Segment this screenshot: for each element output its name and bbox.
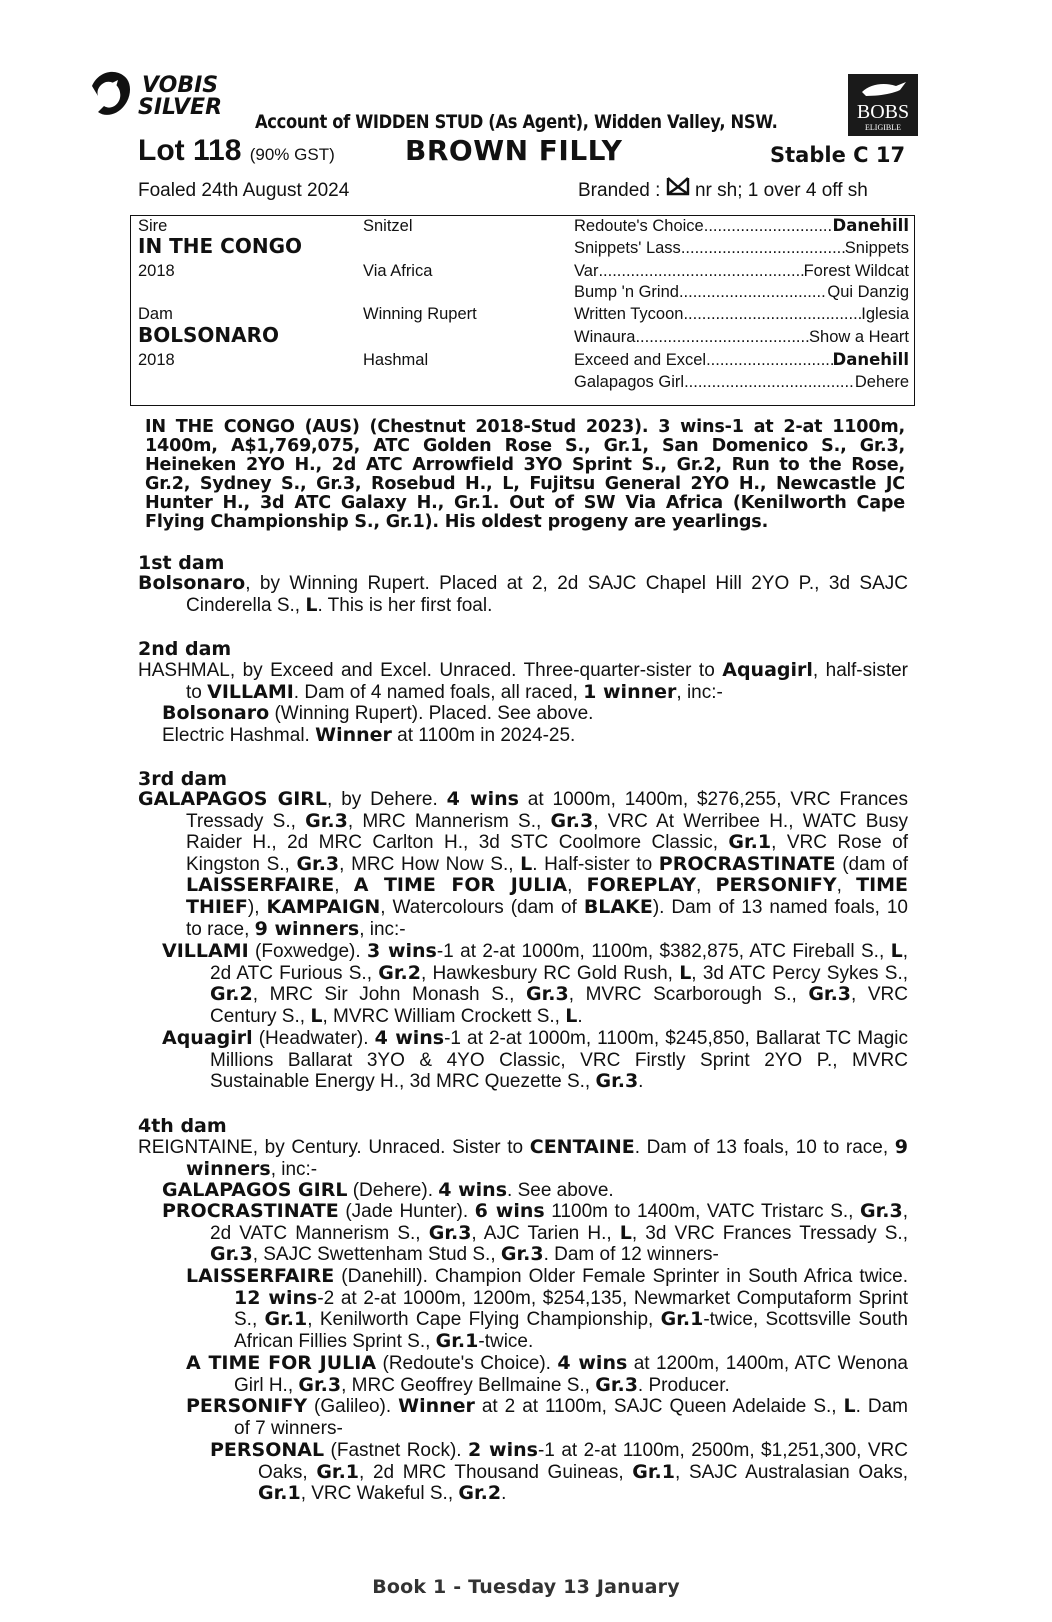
dam-year: 2018 — [138, 351, 175, 369]
procrastinate-record: PROCRASTINATE (Jade Hunter). 6 wins 1100m to 1400m, VATC Tristarc S., Gr.3, 2d VATC Mannerism S., Gr.3, AJC Tarien H., L, 3d VRC Frances Tressady S., Gr.3, SAJC Swettenham Stud S., Gr.3. Dam of 12 winners- — [162, 1200, 908, 1266]
svg-text:ELIGIBLE: ELIGIBLE — [865, 123, 901, 132]
gen3-row: Redoute's Choice ..... Danehill — [574, 216, 909, 236]
first-dam-heading: 1st dam — [138, 552, 225, 574]
gen3-row: Snippets' Lass ..... Snippets — [574, 238, 909, 258]
fourth-dam-heading: 4th dam — [138, 1115, 227, 1137]
gen3-row: Galapagos Girl ..... Dehere — [574, 372, 909, 392]
third-dam-text: GALAPAGOS GIRL, by Dehere. 4 wins at 1000m, 1400m, $276,255, VRC Frances Tressady S., Gr.3, MRC Mannerism S., Gr.3, VRC At Werribee H., WATC Busy Raider H., 2d MRC Carlton H., 3d STC Coolmore Classic, Gr.1, VRC Rose of Kingston S., Gr.3, MRC How Now S., L. Half-sister to PROCRASTINATE (dam of LAISSERFAIRE, A TIME FOR JULIA, FOREPLAY, PERSONIFY, TIME THIEF), KAMPAIGN, Watercolours (dam of BLAKE). Dam of 13 named foals, 10 to race, 9 winners, inc:- — [138, 788, 909, 940]
fourth-dam-text: REIGNTAINE, by Century. Unraced. Sister to CENTAINE. Dam of 13 foals, 10 to race, 9 winners, inc:- — [138, 1136, 908, 1180]
villami-record: VILLAMI (Foxwedge). 3 wins-1 at 2-at 1000m, 1100m, $382,875, ATC Fireball S., L, 2d ATC Furious S., Gr.2, Hawkesbury RC Gold Rush, L, 3d ATC Percy Sykes S., Gr.2, MRC Sir John Monash S., Gr.3, MVRC Scarborough S., Gr.3, VRC Century S., L, MVRC William Crockett S., L. — [162, 940, 909, 1027]
brand-info — [578, 180, 868, 202]
gen3-row: Exceed and Excel ..... Danehill — [574, 350, 909, 370]
vobis-silver-logo — [88, 66, 238, 122]
sire-year: 2018 — [138, 262, 175, 280]
gen3-row: Var ..... Forest Wildcat — [574, 261, 909, 281]
second-dam-heading: 2nd dam — [138, 638, 232, 660]
granddam: Hashmal — [363, 351, 429, 369]
sire-name: IN THE CONGO — [138, 234, 302, 258]
a-time-for-julia-record: A TIME FOR JULIA (Redoute's Choice). 4 wins at 1200m, 1400m, ATC Wenona Girl H., Gr.3, MRC Geoffrey Bellmaine S., Gr.3. Producer. — [186, 1352, 908, 1396]
stable-number: Stable C 17 — [770, 143, 906, 167]
brand-mark-icon — [666, 176, 690, 196]
gen3-row: Bump 'n Grind ..... Qui Danzig — [574, 282, 909, 302]
gen3-row: Written Tycoon ..... Iglesia — [574, 304, 909, 324]
gen3-row: Winaura ..... Show a Heart — [574, 327, 909, 347]
branded-label: Branded : — [578, 180, 661, 201]
grandsire-dam-side: Winning Rupert — [363, 305, 477, 323]
bobs-eligible-logo — [848, 74, 918, 136]
laisserfaire-record: LAISSERFAIRE (Danehill). Champion Older Female Sprinter in South Africa twice. 12 wins-2 at 2-at 1000m, 1200m, $254,135, Newmarket Computaform Sprint S., Gr.1, Kenilworth Cape Flying Championship, Gr.1-twice, Scottsville South African Fillies Sprint S., Gr.1-twice. — [186, 1265, 908, 1352]
granddam-sire-side: Via Africa — [363, 262, 433, 280]
aquagirl-record: Aquagirl (Headwater). 4 wins-1 at 2-at 1000m, 1100m, $245,850, Ballarat TC Magic Millions Ballarat 3YO & 4YO Classic, VRC Firstly Sprint 2YO P., MVRC Sustainable Energy H., 3d MRC Quezette S., Gr.3. — [162, 1027, 908, 1093]
svg-text:BOBS: BOBS — [856, 101, 910, 123]
branded-text: nr sh; 1 over 4 off sh — [694, 180, 868, 201]
sire-summary: IN THE CONGO (AUS) (Chestnut 2018-Stud 2023). 3 wins-1 at 2-at 1100m, 1400m, A$1,769,075, ATC Golden Rose S., Gr.1, San Domenico S., Gr.3, Heineken 2YO H., 2d ATC Arrowfield 3YO Sprint S., Gr.2, Run to the Rose, Gr.2, Sydney S., Gr.3, Rosebud H., L, Fujitsu General 2YO H., Newcastle JC Hunter H., 3d ATC Galaxy H., Gr.1. Out of SW Via Africa (Kenilworth Cape Flying Championship S., Gr.1). His oldest progeny are yearlings. — [145, 417, 905, 532]
grandsire: Snitzel — [363, 217, 413, 235]
dam-name: BOLSONARO — [138, 323, 280, 347]
foaled-date: Foaled 24th August 2024 — [138, 180, 350, 201]
personify-record: PERSONIFY (Galileo). Winner at 2 at 1100m, SAJC Queen Adelaide S., L. Dam of 7 winners- — [186, 1395, 908, 1439]
second-dam-progeny-2: Electric Hashmal. Winner at 1100m in 2024-25. — [162, 724, 576, 746]
vendor-account: Account of WIDDEN STUD (As Agent), Widden Valley, NSW. — [255, 111, 778, 133]
pedigree-table — [130, 215, 915, 406]
dam-label: Dam — [138, 305, 173, 323]
svg-text:VOBIS: VOBIS — [142, 73, 219, 98]
third-dam-heading: 3rd dam — [138, 768, 228, 790]
gst-note: (90% GST) — [249, 145, 335, 164]
first-dam-text: Bolsonaro, by Winning Rupert. Placed at 2, 2d SAJC Chapel Hill 2YO P., 3d SAJC Cinderella S., L. This is her first foal. — [138, 572, 908, 616]
catalogue-footer: Book 1 - Tuesday 13 January — [372, 1576, 680, 1598]
svg-text:SILVER: SILVER — [138, 95, 223, 120]
lot-number — [138, 134, 335, 168]
galapagos-girl-record: GALAPAGOS GIRL (Dehere). 4 wins. See above. — [162, 1179, 614, 1201]
sire-label: Sire — [138, 217, 168, 235]
personal-record: PERSONAL (Fastnet Rock). 2 wins-1 at 2-at 1100m, 2500m, $1,251,300, VRC Oaks, Gr.1, 2d MRC Thousand Guineas, Gr.1, SAJC Australasian Oaks, Gr.1, VRC Wakeful S., Gr.2. — [210, 1439, 909, 1505]
lot-label: Lot 118 — [138, 134, 242, 167]
second-dam-text: HASHMAL, by Exceed and Excel. Unraced. Three-quarter-sister to Aquagirl, half-sister to VILLAMI. Dam of 4 named foals, all raced, 1 winner, inc:- — [138, 659, 908, 703]
second-dam-progeny-1: Bolsonaro (Winning Rupert). Placed. See above. — [162, 702, 594, 724]
horse-description: BROWN FILLY — [405, 134, 623, 167]
